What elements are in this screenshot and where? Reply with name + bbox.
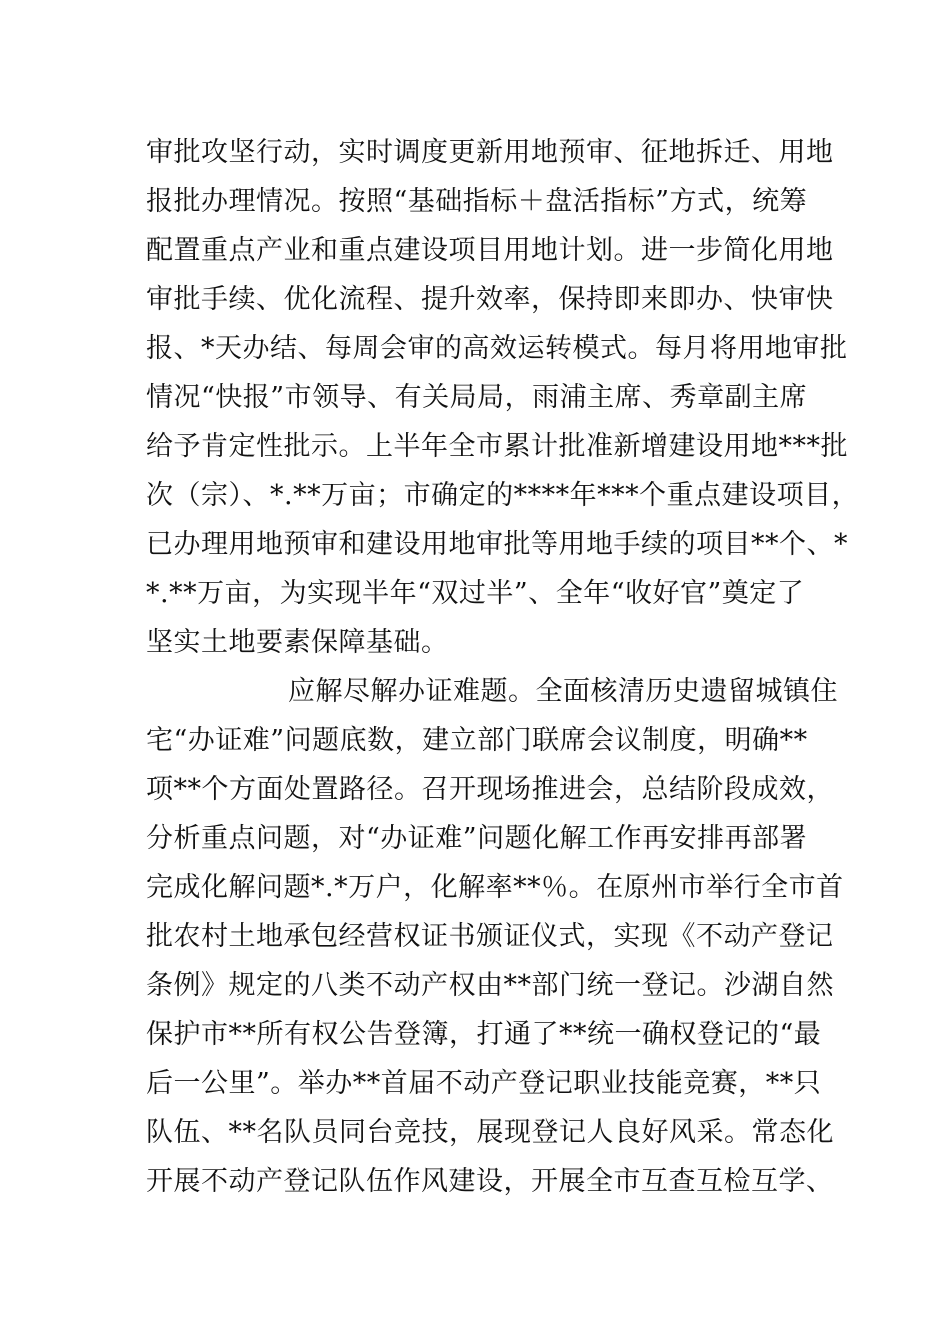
document-body — [146, 128, 860, 1206]
text-line: 保护市**所有权公告登簿，打通了**统一确权登记的“最 — [146, 1019, 822, 1050]
text-line: 审批攻坚行动，实时调度更新用地预审、征地拆迁、用地 — [146, 137, 834, 168]
text-line: 应解尽解办证难题。全面核清历史遗留城镇住 — [288, 676, 838, 707]
text-line: 次（宗）、*.**万亩；市确定的****年***个重点建设项目， — [146, 480, 860, 511]
text-line: 报批办理情况。按照“基础指标＋盘活指标”方式，统筹 — [146, 186, 808, 217]
text-line: 给予肯定性批示。上半年全市累计批准新增建设用地***批 — [146, 431, 848, 462]
text-line: 已办理用地预审和建设用地审批等用地手续的项目**个、* — [146, 529, 848, 560]
text-line: 条例》规定的八类不动产权由**部门统一登记。沙湖自然 — [146, 970, 834, 1001]
text-line: *.**万亩，为实现半年“双过半”、全年“收好官”奠定了 — [146, 578, 805, 609]
paragraph-land-approval — [146, 128, 860, 667]
text-line: 宅“办证难”问题底数，建立部门联席会议制度，明确** — [146, 725, 808, 756]
text-line: 批农村土地承包经营权证书颁证仪式，实现《不动产登记 — [146, 921, 834, 952]
text-line: 情况“快报”市领导、有关局局，雨浦主席、秀章副主席 — [146, 382, 808, 413]
text-line: 配置重点产业和重点建设项目用地计划。进一步简化用地 — [146, 235, 834, 266]
text-line: 分析重点问题，对“办证难”问题化解工作再安排再部署 — [146, 823, 808, 854]
paragraph-certificate-problems — [146, 667, 846, 1206]
text-line: 完成化解问题*.*万户，化解率**％。在原州市举行全市首 — [146, 872, 844, 903]
text-line: 队伍、**名队员同台竞技，展现登记人良好风采。常态化 — [146, 1117, 834, 1148]
text-line: 开展不动产登记队伍作风建设，开展全市互查互检互学、 — [146, 1166, 834, 1197]
text-line: 审批手续、优化流程、提升效率，保持即来即办、快审快 — [146, 284, 834, 315]
text-line: 报、*天办结、每周会审的高效运转模式。每月将用地审批 — [146, 333, 848, 364]
text-line: 后一公里”。举办**首届不动产登记职业技能竞赛，**只 — [146, 1068, 822, 1099]
text-line: 坚实土地要素保障基础。 — [146, 627, 449, 658]
text-line: 项**个方面处置路径。召开现场推进会，总结阶段成效， — [146, 774, 834, 805]
